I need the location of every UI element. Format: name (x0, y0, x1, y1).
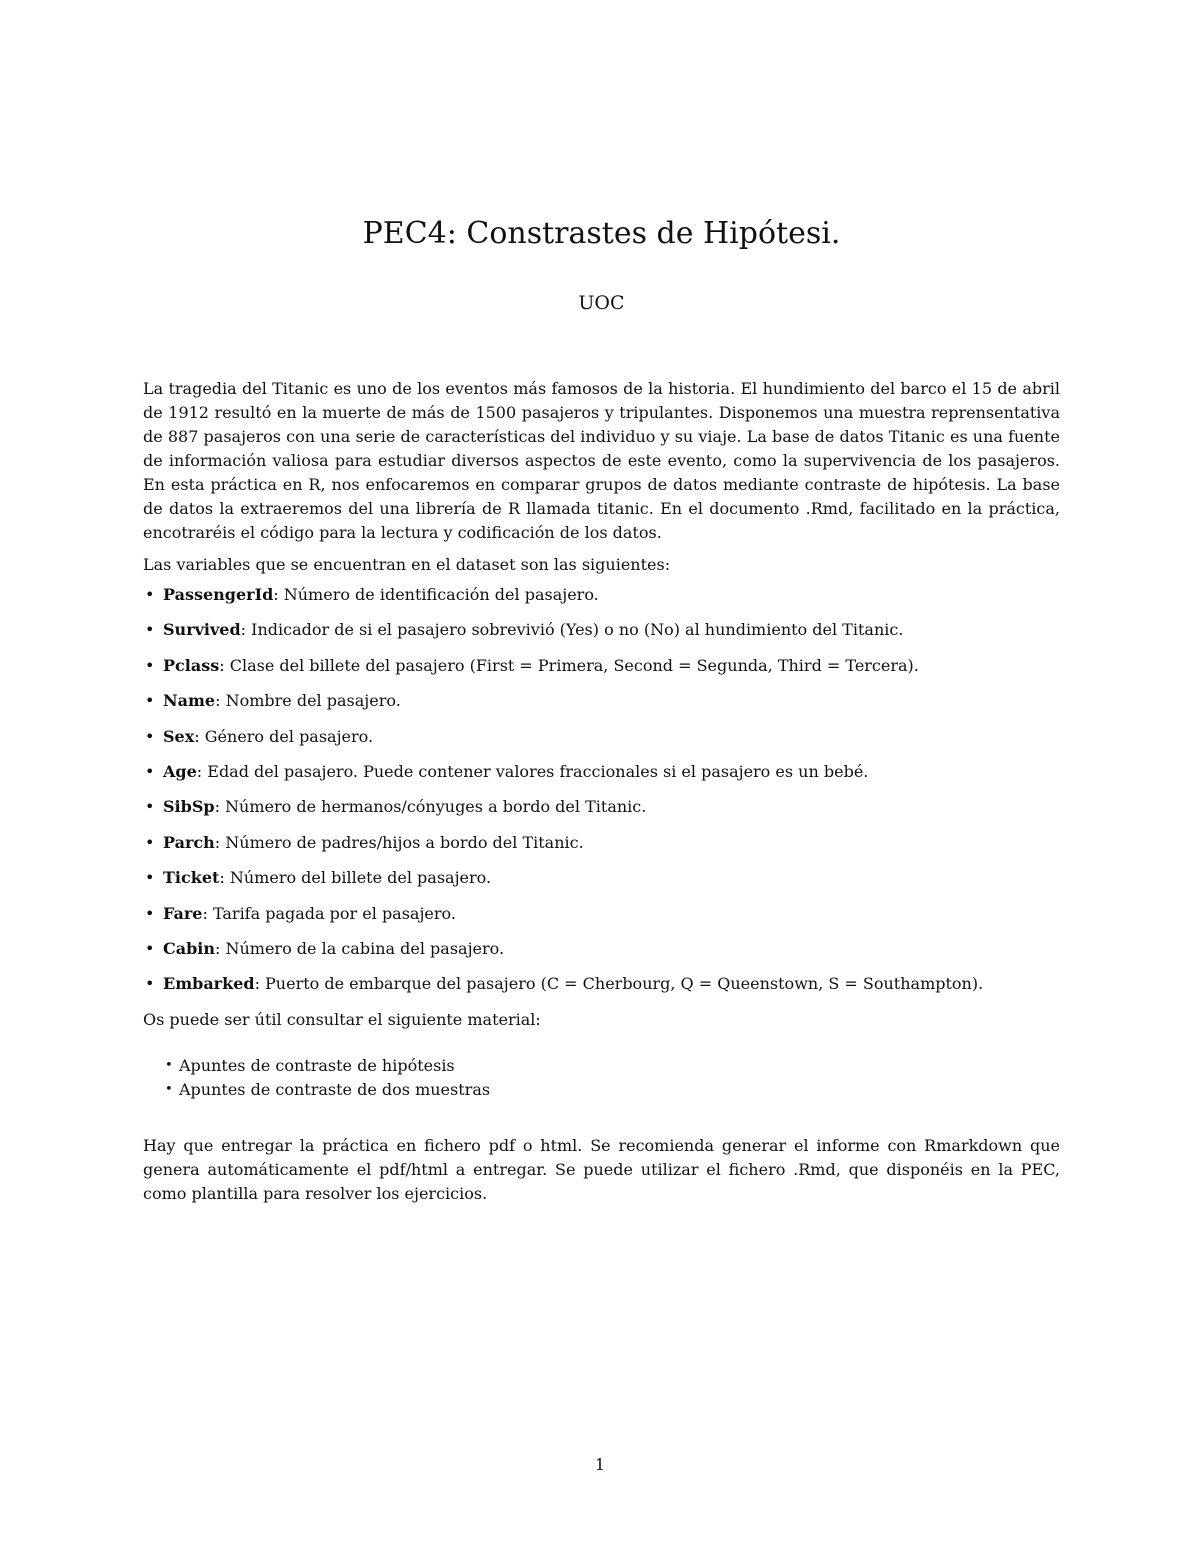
variable-name: Ticket (163, 868, 220, 888)
bullet-icon: • (145, 726, 155, 746)
material-lead: Os puede ser útil consultar el siguiente material: (143, 1009, 541, 1029)
variable-description: : Número de hermanos/cónyuges a bordo del Titanic. (214, 797, 647, 817)
variable-name: Cabin (163, 938, 215, 958)
variable-description: : Número del billete del pasajero. (219, 868, 492, 888)
variable-description: : Nombre del pasajero. (215, 691, 401, 711)
intro-paragraph: La tragedia del Titanic es uno de los eventos más famosos de la historia. El hundimiento del barco el 15 de abril de 1912 resultó en la muerte de más de 1500 pasajeros y tripulantes. Disponemos una muestra reprensentativa de 887 pasajeros con una serie de características del individuo y su viaje. La base de datos Titanic es una fuente de información valiosa para estudiar diversos aspectos de este evento, como la supervivencia de los pasajeros. En esta práctica en R, nos enfocaremos en comparar grupos de datos mediante contraste de hipótesis. La base de datos la extraeremos del una librería de R llamada titanic. En el documento .Rmd, facilitado en la práctica, encotraréis el código para la lectura y codificación de los datos. (143, 379, 1060, 542)
variable-name: Embarked (163, 974, 255, 994)
bullet-icon: • (145, 832, 155, 852)
bullet-icon: • (145, 868, 155, 888)
bullet-icon: • (145, 761, 155, 781)
list-item (143, 972, 1060, 996)
variable-description: : Clase del billete del pasajero (First = Primera, Second = Segunda, Third = Tercera). (219, 655, 919, 675)
list-item (143, 760, 1060, 784)
variable-name: Sex (163, 726, 195, 746)
material-item-label: Apuntes de contraste de hipótesis (179, 1055, 455, 1075)
bullet-icon: • (145, 797, 155, 817)
variable-name: Parch (163, 832, 215, 852)
variable-name: Name (163, 691, 216, 711)
list-item (143, 725, 1060, 749)
list-item (143, 937, 1060, 961)
variable-name: Survived (163, 620, 241, 640)
page-number: 1 (594, 1455, 606, 1474)
document-title: PEC4: Constrastes de Hipótesi. (362, 216, 841, 251)
bullet-icon: • (165, 1081, 173, 1097)
material-list (143, 1054, 1060, 1102)
document-author: UOC (578, 292, 625, 314)
variable-description: : Indicador de si el pasajero sobrevivió (Yes) o no (No) al hundimiento del Titanic. (240, 620, 904, 640)
variable-description: : Número de la cabina del pasajero. (215, 938, 505, 958)
list-item (165, 1078, 1060, 1102)
list-item (143, 866, 1060, 890)
list-item (143, 795, 1060, 819)
list-item (143, 902, 1060, 926)
variable-name: Age (163, 761, 197, 781)
list-item (143, 618, 1060, 642)
variable-description: : Género del pasajero. (194, 726, 374, 746)
variable-description: : Número de identificación del pasajero. (273, 585, 599, 604)
variable-name: Fare (163, 903, 203, 923)
bullet-icon: • (145, 691, 155, 711)
variables-lead: Las variables que se encuentran en el dataset son las siguientes: (143, 555, 671, 574)
variable-description: : Puerto de embarque del pasajero (C = Cherbourg, Q = Queenstown, S = Southampton). (254, 974, 984, 994)
variable-name: PassengerId (163, 585, 274, 604)
list-item (143, 654, 1060, 678)
bullet-icon: • (145, 655, 155, 675)
variable-description: : Edad del pasajero. Puede contener valores fraccionales si el pasajero es un bebé. (196, 761, 869, 781)
document-body (143, 377, 1060, 1206)
bullet-icon: • (145, 585, 155, 604)
list-item (165, 1054, 1060, 1078)
variable-description: : Tarifa pagada por el pasajero. (202, 903, 456, 923)
variable-name: SibSp (163, 797, 215, 817)
list-item (143, 831, 1060, 855)
material-item-label: Apuntes de contraste de dos muestras (179, 1079, 491, 1099)
closing-paragraph: Hay que entregar la práctica en fichero pdf o html. Se recomienda generar el informe con Rmarkdown que genera automáticamente el pdf/html a entregar. Se puede utilizar el fichero .Rmd, que disponéis en la PEC, como plantilla para resolver los ejercicios. (143, 1135, 1060, 1203)
bullet-icon: • (145, 620, 155, 640)
variables-list (143, 583, 1060, 996)
bullet-icon: • (165, 1057, 173, 1073)
list-item (143, 583, 1060, 607)
bullet-icon: • (145, 938, 155, 958)
list-item (143, 689, 1060, 713)
bullet-icon: • (145, 974, 155, 994)
variable-name: Pclass (163, 655, 220, 675)
variable-description: : Número de padres/hijos a bordo del Titanic. (214, 832, 584, 852)
bullet-icon: • (145, 903, 155, 923)
